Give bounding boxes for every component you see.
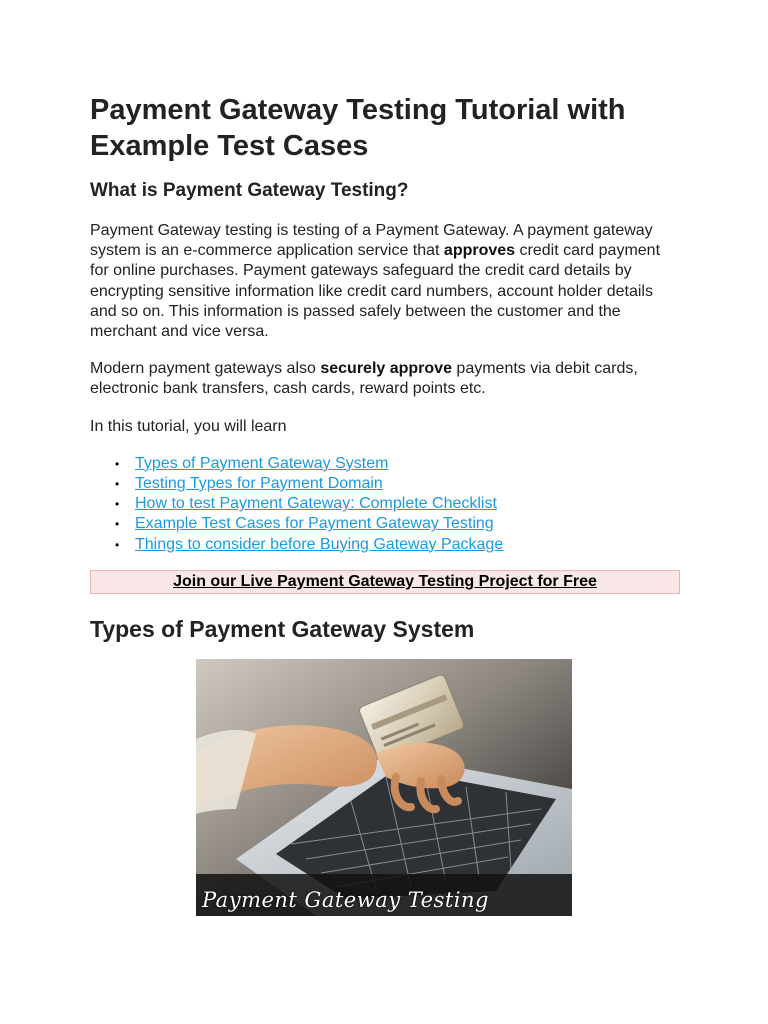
bullet-icon: • — [115, 537, 120, 552]
intro-paragraph-1 — [90, 221, 680, 342]
document-page — [90, 92, 680, 916]
toc-link-things-to-consider[interactable]: Things to consider before Buying Gateway Package — [135, 535, 504, 553]
bullet-icon: • — [115, 456, 120, 471]
hero-caption: Payment Gateway Testing — [202, 887, 489, 912]
subtitle-heading: What is Payment Gateway Testing? — [90, 180, 409, 201]
toc-item — [115, 454, 680, 474]
toc-link-testing-types[interactable]: Testing Types for Payment Domain — [135, 475, 383, 493]
intro-paragraph-2 — [90, 359, 680, 399]
bullet-icon: • — [115, 517, 120, 532]
table-of-contents — [90, 454, 680, 555]
toc-item — [115, 494, 680, 514]
bullet-icon: • — [115, 497, 120, 512]
bullet-icon: • — [115, 477, 120, 492]
live-project-banner — [90, 570, 680, 594]
intro-p1-bold: approves — [443, 242, 516, 260]
toc-link-types-of-payment-gateway-system[interactable]: Types of Payment Gateway System — [135, 454, 389, 472]
intro-p2-text-a: Modern payment gateways also — [90, 360, 321, 378]
hero-image — [196, 659, 572, 916]
toc-link-example-test-cases[interactable]: Example Test Cases for Payment Gateway Testing — [135, 515, 494, 533]
live-project-link[interactable]: Join our Live Payment Gateway Testing Project for Free — [173, 572, 597, 590]
toc-item — [115, 514, 680, 534]
toc-item — [115, 474, 680, 494]
intro-paragraph-3: In this tutorial, you will learn — [90, 417, 287, 435]
hero-illustration — [196, 659, 572, 916]
toc-item — [115, 535, 680, 555]
section-heading: Types of Payment Gateway System — [90, 615, 475, 642]
page-title: Payment Gateway Testing Tutorial with Example Test Cases — [90, 94, 626, 162]
toc-link-how-to-test[interactable]: How to test Payment Gateway: Complete Checklist — [135, 495, 497, 513]
intro-p1-text-b: credit card payment for online purchases. Payment gateways safeguard the credit card details by encrypting sensitive information like credit card numbers, account holder details and so on. This information is passed safely between the customer and the merchant and vice versa. — [90, 242, 661, 341]
intro-p1-text-a: Payment Gateway testing is testing of a Payment Gateway. A payment gateway system is an e-commerce application service that — [90, 222, 653, 260]
intro-p2-bold: securely approve — [320, 360, 452, 378]
intro-p2-text-b: payments via debit cards, electronic bank transfers, cash cards, reward points etc. — [90, 360, 638, 398]
